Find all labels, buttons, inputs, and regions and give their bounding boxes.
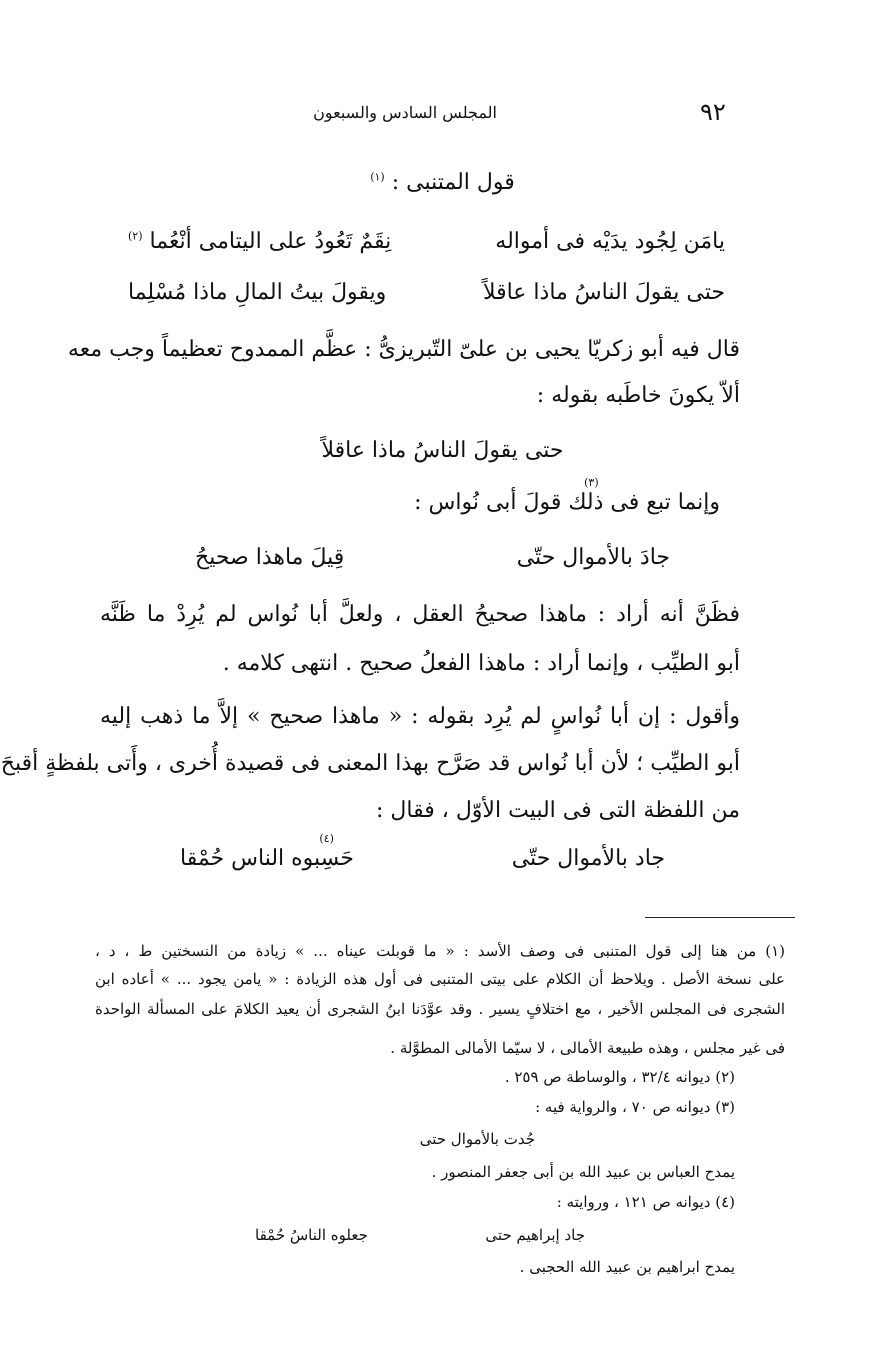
verse3-left: قِيلَ ماهذا صحيحُ (195, 545, 345, 570)
verse1-left: نِقَمٌ تَعُودُ على اليتامى أنْعُما (149, 229, 392, 254)
para2-text: وإنما تبع فى ذلك قولَ أبى نُواس : (414, 490, 720, 515)
footnote-ref-4: (٤) (319, 832, 334, 845)
page-number: ٩٢ (700, 98, 726, 126)
verse1-left-line (128, 229, 391, 254)
verse1-right: يامَن لِجُود يدَيْه فى أمواله (495, 229, 725, 254)
verse4-left-line (180, 832, 354, 871)
footnote3-verse: جُدت بالأموال حتى (419, 1130, 535, 1148)
verse2-left: ويقولَ بيتُ المالِ ماذا مُسْلِما (128, 280, 387, 305)
running-title: المجلس السادس والسبعون (313, 103, 497, 122)
para1-line2: ألاّ يكونَ خاطَبه بقوله : (536, 383, 740, 408)
verse4-right: جاد بالأموال حتّى (511, 846, 665, 871)
quote1: حتى يقولَ الناسُ ماذا عاقلاً (321, 438, 564, 463)
footnote1-line4: فى غير مجلس ، وهذه طبيعة الأمالى ، لا سيّما الأمالى المطوَّلة . (390, 1039, 785, 1057)
footnote4-verse-right: جاد إبراهيم حتى (485, 1226, 585, 1244)
para4-line3: من اللفظة التى فى البيت الأوّل ، فقال : (376, 798, 740, 823)
intro-line (0, 170, 885, 195)
verse2-right: حتى يقولَ الناسُ ماذا عاقلاً (482, 280, 725, 305)
footnote3-note: يمدح العباس بن عبيد الله بن أبى جعفر المنصور . (431, 1163, 735, 1181)
footnote1-line3: الشجرى فى المجلس الأخير ، مع اختلافٍ يسير . وقد عوَّدَنا ابنُ الشجرى أن يعيد الكلامَ على المسألة الواحدة (95, 1000, 785, 1018)
para1-line1: قال فيه أبو زكريّا يحيى بن علىّ التّبريزىُّ : عظَّم الممدوح تعظيماً وجب معه (67, 337, 740, 362)
footnote-ref-1: (١) (370, 170, 385, 184)
para3-line2: أبو الطيِّب ، وإنما أراد : ماهذا الفعلُ صحيح . انتهى كلامه . (222, 651, 740, 676)
para3-line1: فظَنَّ أنه أراد : ماهذا صحيحُ العقل ، ولعلَّ أبا نُواس لم يُرِدْ ما ظَنَّه (100, 602, 740, 627)
footnote-ref-2: (٢) (128, 229, 143, 243)
footnote1-line1: (١) من هنا إلى قول المتنبى فى وصف الأسد : « ما قوبلت عيناه ... » زيادة من النسختين ط ، د ، (95, 942, 786, 960)
footnote4-verse-left: جعلوه الناسُ حُمْقا (255, 1226, 368, 1244)
footnote3: (٣) ديوانه ص ٧٠ ، والرواية فيه : (535, 1098, 735, 1116)
verse3-right: جادَ بالأموال حتّى (516, 545, 670, 570)
footnote2: (٢) ديوانه ٣٢/٤ ، والوساطة ص ٢٥٩ . (504, 1068, 735, 1086)
para4-line2: أبو الطيِّب ؛ لأن أبا نُواس قد صَرَّح بهذا المعنى فى قصيدة أُخرى ، وأَتى بلفظةٍ أقبحَ (0, 751, 740, 776)
verse4-left: حَسِبوه الناس حُمْقا (180, 846, 354, 871)
footnote1-line2: على نسخة الأصل . ويلاحظ أن الكلام على بيتى المتنبى فى أول هذه الزيادة : « يامن يجود ... » أعاده ابن (95, 970, 785, 988)
footnote-divider (645, 917, 795, 918)
intro-text: قول المتنبى : (391, 170, 515, 195)
footnote4-note: يمدح ابراهيم بن عبيد الله الحجبى . (519, 1258, 735, 1276)
footnote-ref-3: (٣) (584, 476, 599, 489)
para2-line (414, 476, 720, 515)
footnote4: (٤) ديوانه ص ١٢١ ، وروايته : (556, 1193, 735, 1211)
para4-line1: وأقول : إن أبا نُواسٍ لم يُرِد بقوله : « ماهذا صحيح » إلاَّ ما ذهب إليه (100, 704, 740, 729)
